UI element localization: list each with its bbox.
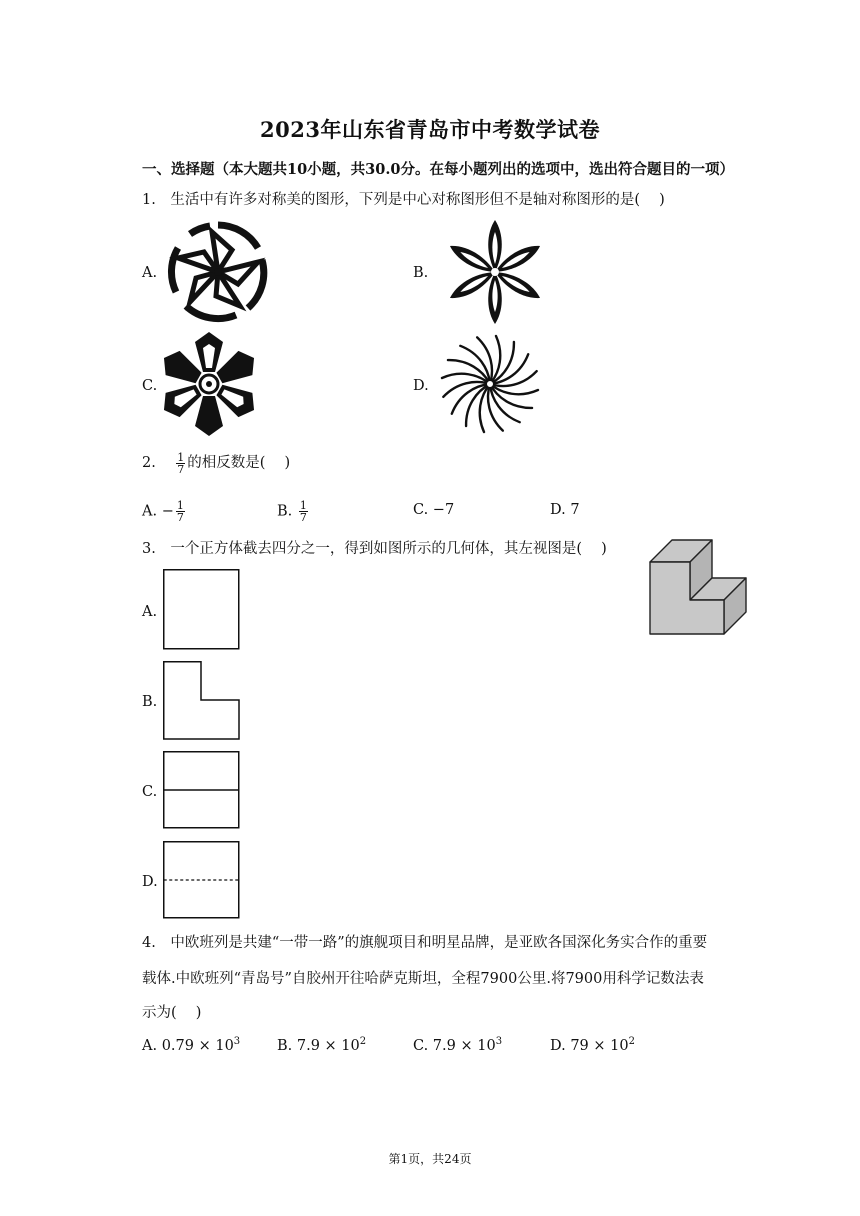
q4-option-b-base: B. 7.9 × 10	[277, 1037, 360, 1054]
question-4-line-2: 载体.中欧班列“青岛号”自胶州开往哈萨克斯坦，全程7900公里.将7900用科学记数法表	[142, 971, 704, 987]
q4-option-d-base: D. 79 × 10	[550, 1037, 629, 1054]
fraction-denominator: 7	[177, 462, 185, 476]
q4-option-a	[142, 1036, 240, 1054]
q1-option-d-swirl-figure	[438, 330, 542, 438]
q4-option-d-exponent: 2	[628, 1036, 635, 1047]
fraction-numerator: 1	[176, 499, 184, 512]
fraction-numerator: 1	[299, 499, 307, 512]
q1-option-b-flower-figure	[436, 218, 554, 326]
q2-option-c: C. −7	[413, 502, 455, 518]
question-4-line-1: 4. 中欧班列是共建“一带一路”的旗舰项目和明星品牌，是亚欧各国深化务实合作的重要	[142, 935, 708, 951]
question-2-text	[142, 448, 290, 478]
fraction-denominator: 7	[299, 511, 307, 524]
page-footer: 第1页，共24页	[388, 1152, 472, 1166]
q4-option-d	[550, 1036, 635, 1054]
fraction-numerator: 1	[177, 450, 185, 464]
q2-option-a	[142, 500, 187, 523]
q3-option-a-view	[163, 569, 240, 650]
q2-option-a-label: A. −	[142, 503, 174, 520]
section-heading: 一、选择题（本大题共10小题，共30.0分。在每小题列出的选项中，选出符合题目的一项）	[142, 161, 734, 178]
q2-option-b-label: B.	[277, 503, 297, 520]
q4-option-a-exponent: 3	[233, 1036, 241, 1047]
q2-option-a-fraction	[176, 500, 185, 523]
q3-option-a-label: A.	[142, 604, 158, 620]
q2-option-d: D. 7	[550, 502, 580, 518]
question-4-line-3: 示为( )	[142, 1005, 202, 1021]
question-1-text: 1. 生活中有许多对称美的图形，下列是中心对称图形但不是轴对称图形的是( )	[142, 192, 665, 208]
q3-option-c-view	[163, 751, 240, 829]
q4-option-a-base: A. 0.79 × 10	[142, 1037, 234, 1054]
q4-option-b-exponent: 2	[359, 1036, 367, 1047]
q3-solid-figure	[650, 540, 748, 634]
q1-option-c-star-figure	[161, 332, 257, 436]
question-2-stem: 的相反数是( )	[187, 455, 291, 471]
q4-option-c-exponent: 3	[495, 1036, 503, 1047]
page-title: 2023年山东省青岛市中考数学试卷	[260, 117, 600, 142]
q4-option-c-base: C. 7.9 × 10	[413, 1037, 496, 1054]
q2-option-b	[277, 500, 310, 523]
question-3-text: 3. 一个正方体截去四分之一，得到如图所示的几何体，其左视图是( )	[142, 541, 607, 557]
q2-option-b-fraction	[299, 500, 308, 523]
q3-option-b-view	[163, 661, 240, 740]
q1-option-d-label: D.	[413, 378, 429, 394]
q3-option-b-label: B.	[142, 694, 158, 710]
q1-option-c-label: C.	[142, 378, 158, 394]
q1-option-a-label: A.	[142, 265, 158, 281]
q3-option-c-label: C.	[142, 784, 158, 800]
q4-option-b	[277, 1036, 366, 1054]
question-2-fraction	[176, 452, 185, 475]
q1-option-a-pinwheel-figure	[163, 222, 273, 322]
fraction-denominator: 7	[176, 511, 184, 524]
q3-option-d-label: D.	[142, 874, 158, 890]
question-2-number: 2.	[142, 455, 156, 471]
q4-option-c	[413, 1036, 502, 1054]
q1-option-b-label: B.	[413, 265, 429, 281]
q3-option-d-view	[163, 841, 240, 919]
